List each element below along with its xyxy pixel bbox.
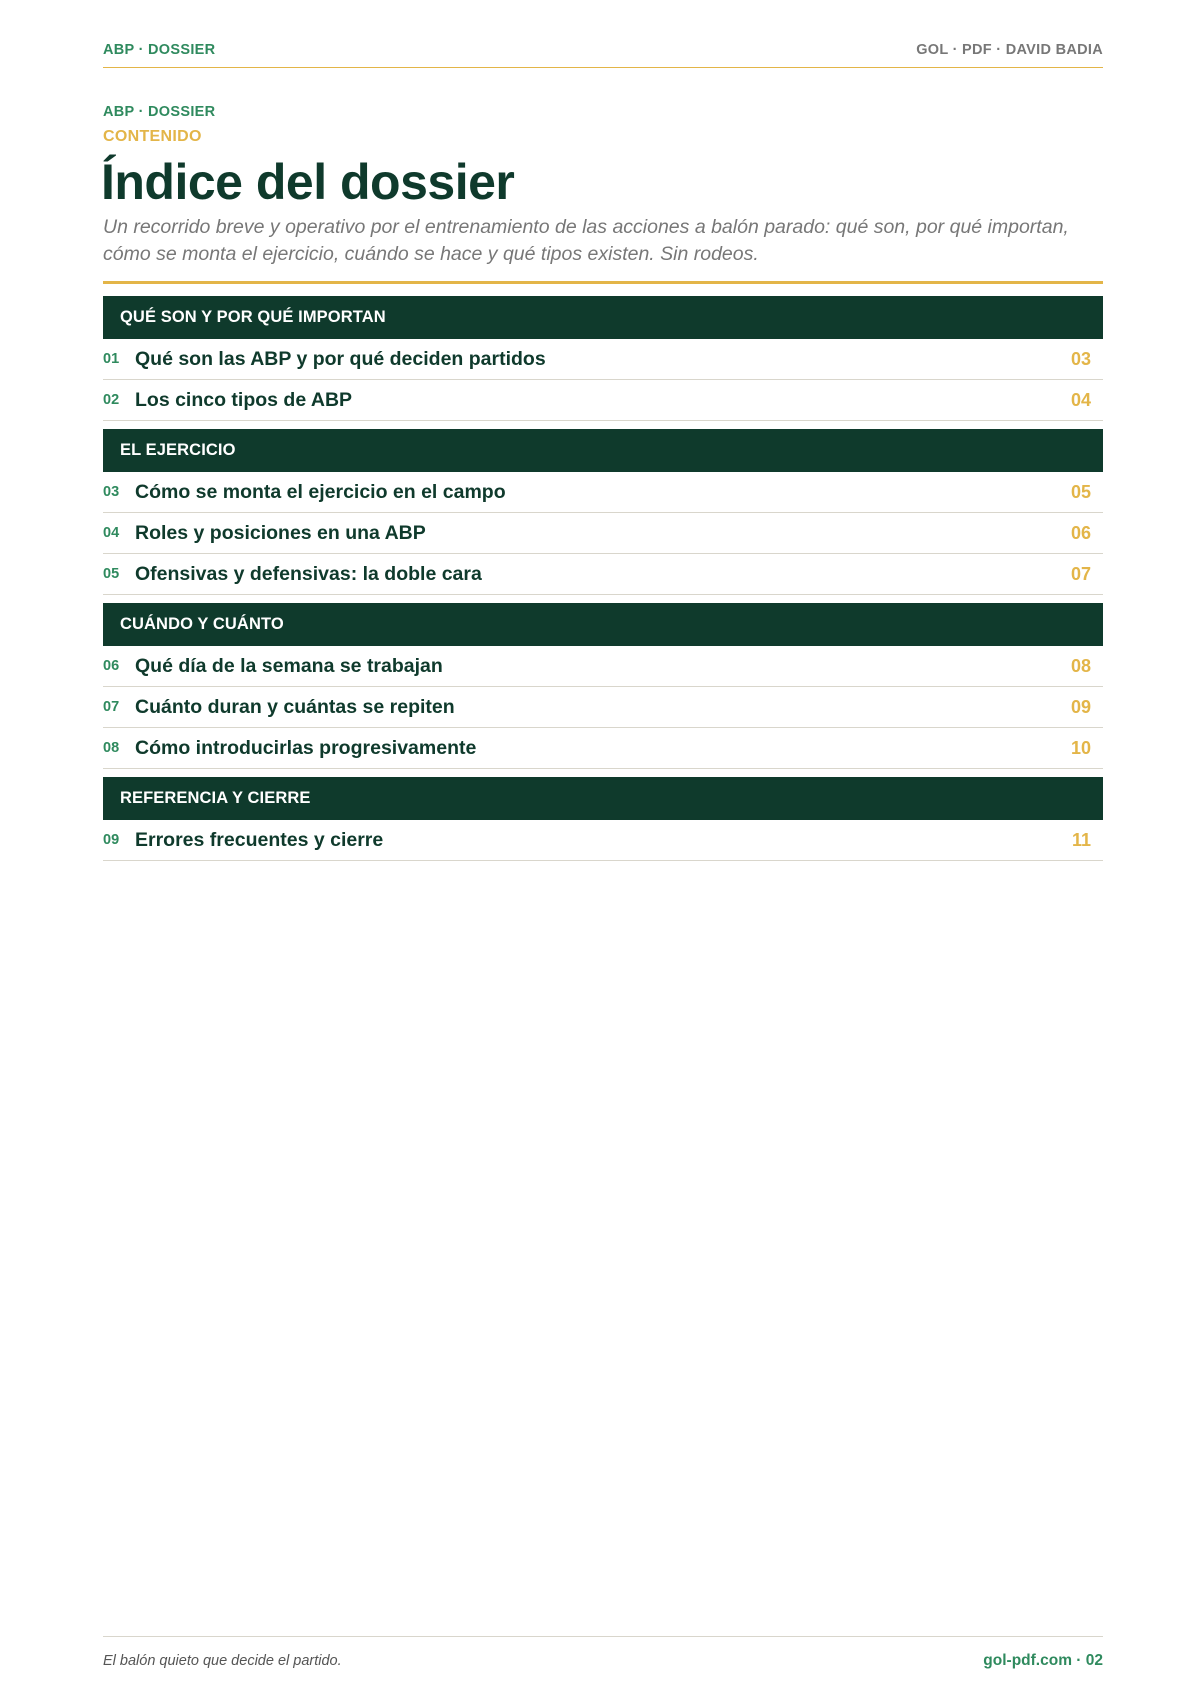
toc-entry-number: 05 [103, 566, 120, 582]
toc-entry-page: 11 [1071, 829, 1091, 850]
toc-entry-number: 02 [103, 392, 120, 408]
toc-entry-number: 06 [103, 658, 120, 674]
toc-entry-title: Cómo se monta el ejercicio en el campo [135, 480, 506, 503]
page-subtitle: Un recorrido breve y operativo por el entrenamiento de las acciones a balón parado: qué son, por qué importan, cómo se monta el ejercicio, cuándo se hace y qué tipos existen. Sin rodeos. [103, 216, 1069, 265]
toc-entry-number: 04 [103, 525, 120, 541]
toc-entry[interactable] [103, 554, 1103, 595]
toc-entry-title: Qué son las ABP y por qué deciden partidos [135, 347, 546, 370]
toc-entry[interactable] [103, 820, 1103, 861]
toc-group [103, 429, 1103, 595]
toc-entry-page: 05 [1070, 481, 1091, 502]
toc-entry[interactable] [103, 339, 1103, 380]
toc-group [103, 603, 1103, 769]
toc-entry-number: 03 [103, 484, 120, 500]
header-left-label: ABP · DOSSIER [103, 42, 216, 58]
toc-entry[interactable] [103, 687, 1103, 728]
toc-entry-title: Cómo introducirlas progresivamente [135, 736, 477, 759]
running-header [103, 42, 1103, 68]
toc-entry-title: Roles y posiciones en una ABP [135, 521, 426, 544]
table-of-contents [103, 296, 1103, 869]
toc-entry[interactable] [103, 513, 1103, 554]
toc-entry-title: Cuánto duran y cuántas se repiten [135, 695, 455, 718]
toc-group [103, 296, 1103, 421]
toc-entry-page: 10 [1070, 737, 1091, 758]
toc-entry-title: Errores frecuentes y cierre [135, 828, 384, 851]
toc-entry[interactable] [103, 472, 1103, 513]
toc-entry[interactable] [103, 380, 1103, 421]
toc-group-header: QUÉ SON Y POR QUÉ IMPORTAN [103, 296, 1103, 339]
page-title: Índice del dossier [101, 154, 515, 210]
title-divider [103, 281, 1103, 284]
toc-entry-title: Ofensivas y defensivas: la doble cara [135, 562, 482, 585]
toc-entry-page: 04 [1070, 389, 1091, 410]
toc-entry-page: 09 [1070, 696, 1091, 717]
toc-group [103, 777, 1103, 861]
eyebrow-label: ABP · DOSSIER [103, 104, 216, 120]
toc-entry[interactable] [103, 728, 1103, 769]
toc-entry-page: 07 [1070, 563, 1091, 584]
toc-group-header: EL EJERCICIO [103, 429, 1103, 472]
header-right-label: GOL · PDF · DAVID BADIA [916, 42, 1103, 58]
footer-tagline: El balón quieto que decide el partido. [103, 1653, 342, 1669]
toc-entry-title: Qué día de la semana se trabajan [135, 654, 443, 677]
toc-entry-page: 06 [1070, 522, 1091, 543]
toc-entry-title: Los cinco tipos de ABP [135, 388, 353, 411]
toc-entry-number: 01 [103, 351, 120, 367]
toc-entry-page: 08 [1070, 655, 1091, 676]
footer-site-link[interactable]: gol-pdf.com · 02 [983, 1652, 1103, 1669]
toc-entry-number: 09 [103, 832, 120, 848]
section-kicker: CONTENIDO [103, 128, 202, 145]
toc-entry-number: 08 [103, 740, 120, 756]
page-footer [103, 1636, 1103, 1670]
toc-entry[interactable] [103, 646, 1103, 687]
toc-entry-number: 07 [103, 699, 120, 715]
toc-group-header: CUÁNDO Y CUÁNTO [103, 603, 1103, 646]
toc-entry-page: 03 [1070, 348, 1091, 369]
document-page [103, 0, 1103, 1697]
toc-group-header: REFERENCIA Y CIERRE [103, 777, 1103, 820]
